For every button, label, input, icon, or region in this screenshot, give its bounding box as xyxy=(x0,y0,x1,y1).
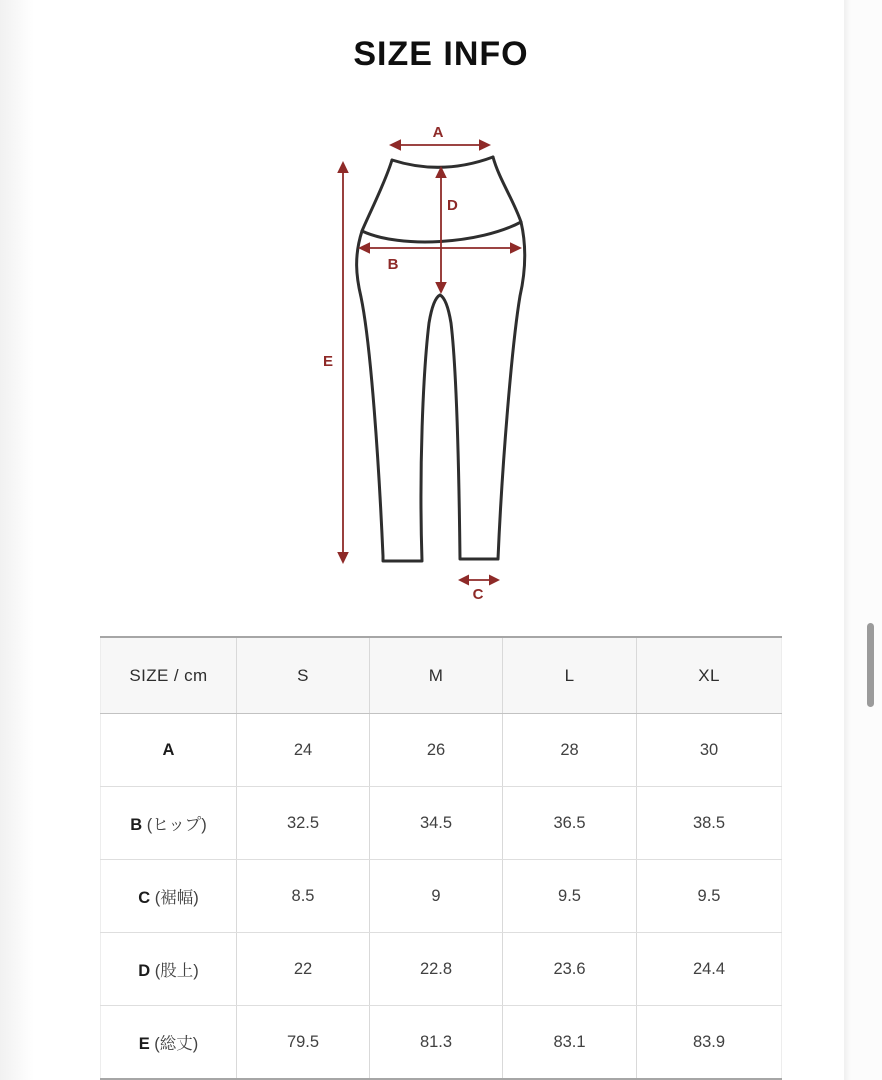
row-letter: C xyxy=(138,889,151,907)
table-cell: 26 xyxy=(370,714,503,787)
table-cell: 83.9 xyxy=(637,1006,782,1080)
table-row-c xyxy=(101,860,782,933)
size-table-header-row xyxy=(101,637,782,714)
left-edge-shadow xyxy=(0,0,34,1080)
scrollbar-track[interactable] xyxy=(844,0,882,1080)
label-a: A xyxy=(432,124,444,141)
row-label-a xyxy=(101,714,237,787)
row-label-suffix: (裾幅) xyxy=(150,889,199,907)
arrow-e xyxy=(337,161,349,564)
column-header-xl: XL xyxy=(637,637,782,714)
page-title: SIZE INFO xyxy=(353,34,529,73)
row-label-suffix: (股上) xyxy=(150,962,199,980)
table-cell: 9.5 xyxy=(637,860,782,933)
column-header-m: M xyxy=(370,637,503,714)
row-letter: A xyxy=(162,740,175,759)
table-cell: 30 xyxy=(637,714,782,787)
row-label-suffix: (ヒップ) xyxy=(142,816,207,834)
label-d: D xyxy=(447,197,458,214)
label-c: C xyxy=(472,586,484,603)
row-label-e xyxy=(101,1006,237,1080)
row-letter: B xyxy=(130,816,143,834)
arrow-d xyxy=(435,166,447,294)
scrollbar-thumb[interactable] xyxy=(867,623,874,707)
table-row-b xyxy=(101,787,782,860)
table-cell: 22.8 xyxy=(370,933,503,1006)
column-header-s: S xyxy=(237,637,370,714)
row-label-suffix: (総丈) xyxy=(149,1035,199,1053)
arrow-b xyxy=(358,242,522,254)
table-cell: 9 xyxy=(370,860,503,933)
column-header-l: L xyxy=(503,637,637,714)
table-cell: 79.5 xyxy=(237,1006,370,1080)
table-cell: 34.5 xyxy=(370,787,503,860)
table-row-d xyxy=(101,933,782,1006)
table-row-e xyxy=(101,1006,782,1080)
row-label-c xyxy=(101,860,237,933)
row-letter: E xyxy=(138,1035,150,1053)
table-cell: 8.5 xyxy=(237,860,370,933)
label-b: B xyxy=(387,256,399,273)
table-cell: 81.3 xyxy=(370,1006,503,1080)
table-cell: 32.5 xyxy=(237,787,370,860)
label-e: E xyxy=(322,353,334,370)
measurement-diagram xyxy=(300,105,550,610)
table-cell: 38.5 xyxy=(637,787,782,860)
row-label-d xyxy=(101,933,237,1006)
table-cell: 83.1 xyxy=(503,1006,637,1080)
table-cell: 28 xyxy=(503,714,637,787)
row-letter: D xyxy=(138,962,151,980)
measurement-arrows xyxy=(337,139,522,585)
table-cell: 22 xyxy=(237,933,370,1006)
column-header-size-cm: SIZE / cm xyxy=(101,637,237,714)
size-table xyxy=(100,636,782,1080)
arrow-c xyxy=(458,575,500,586)
table-cell: 24 xyxy=(237,714,370,787)
table-cell: 24.4 xyxy=(637,933,782,1006)
table-cell: 23.6 xyxy=(503,933,637,1006)
table-cell: 36.5 xyxy=(503,787,637,860)
table-cell: 9.5 xyxy=(503,860,637,933)
table-row-a xyxy=(101,714,782,787)
row-label-b xyxy=(101,787,237,860)
